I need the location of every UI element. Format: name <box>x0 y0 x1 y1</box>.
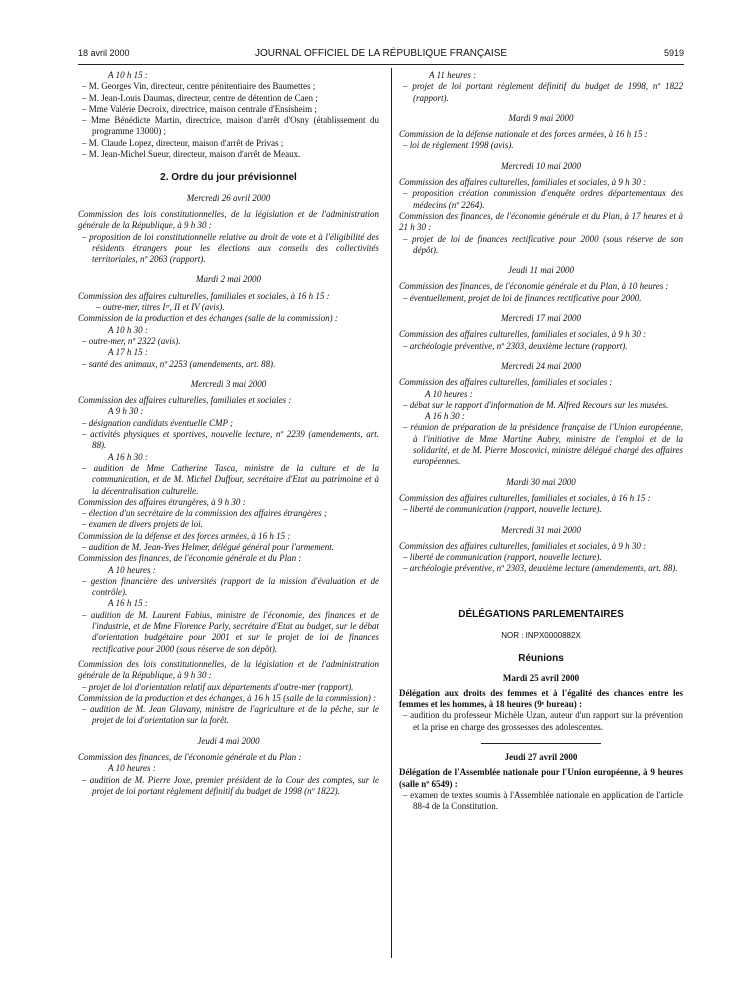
list-item: – archéologie préventive, nº 2303, deuxième lecture (amendements, art. 88). <box>403 563 678 574</box>
agenda-date: Jeudi 11 mai 2000 <box>507 265 575 276</box>
commission-line: Commission des finances, de l'économie générale et du Plan, à 17 heures et à 21 h 30 : <box>399 210 683 233</box>
page-header <box>78 48 684 62</box>
time-line: A 10 heures : <box>108 763 156 774</box>
list-item: – Mme Valérie Decroix, directrice, maison centrale d'Ensisheim ; <box>82 103 317 114</box>
list-item: – audition de M. Laurent Fabius, ministre de l'économie, des finances et de l'industrie, et de Mme Florence Parly, secrétaire d'Etat au budget, sur le débat d'orientation budgétaire pour 2001 et sur le projet de loi de finances rectificative pour 2000 (sous réserve de son dépôt). <box>82 609 379 654</box>
agenda-date: Mercredi 24 mai 2000 <box>500 360 582 371</box>
commission-line: Commission des finances, de l'économie générale et du Plan : <box>78 553 302 564</box>
time-line: A 11 heures : <box>429 70 477 80</box>
list-item: – débat sur le rapport d'information de M. Alfred Recours sur les musées. <box>403 399 669 410</box>
time-line: A 10 h 15 : <box>108 70 148 80</box>
commission-line: Commission des finances, de l'économie générale et du Plan : <box>78 752 302 763</box>
nor-reference: NOR : INPX0000882X <box>501 630 581 640</box>
commission-line: Commission des affaires culturelles, familiales et sociales, à 16 h 15 : <box>399 492 651 503</box>
agenda-date: Mardi 9 mai 2000 <box>508 112 574 123</box>
list-item: – audition du professeur Michèle Uzan, auteur d'un rapport sur la prévention et la prise en charge des grossesses des adolescentes. <box>403 710 683 732</box>
list-item: – outre-mer, titres Iᵉʳ, II et IV (avis). <box>96 302 225 313</box>
list-item: – audition de M. Pierre Joxe, premier président de la Cour des comptes, sur le projet de loi portant règlement définitif du budget de 1998 (nº 1822). <box>82 774 379 796</box>
list-item: – outre-mer, nº 2322 (avis). <box>82 335 181 346</box>
commission-line: Commission des affaires culturelles, familiales et sociales, à 9 h 30 : <box>399 329 647 340</box>
list-item: – proposition création commission d'enquête ordres départementaux des médecins (nº 2264). <box>403 188 683 210</box>
list-item: – archéologie préventive, nº 2303, deuxième lecture (rapport). <box>403 340 628 351</box>
list-item: – M. Claude Lopez, directeur, maison d'arrêt de Privas ; <box>82 137 284 148</box>
commission-line: Commission des affaires culturelles, familiales et sociales, à 9 h 30 : <box>399 540 647 551</box>
commission-line: Commission des affaires culturelles, familiales et sociales, à 9 h 30 : <box>399 177 647 188</box>
agenda-date: Mardi 30 mai 2000 <box>506 476 576 487</box>
list-item: – projet de loi portant règlement définitif du budget de 1998, nº 1822 (rapport). <box>403 81 683 103</box>
list-item: – loi de règlement 1998 (avis). <box>403 140 514 151</box>
delegation-line: Délégation aux droits des femmes et à l'égalité des chances entre les femmes et les hommes, à 18 heures (9ᵉ bureau) : <box>399 687 683 710</box>
list-item: – projet de loi de finances rectificative pour 2000 (sous réserve de son dépôt). <box>403 233 683 255</box>
commission-line: Commission de la production et des échanges, à 16 h 15 (salle de la commission) : <box>78 692 377 703</box>
agenda-date: Mercredi 3 mai 2000 <box>190 378 267 389</box>
list-item: – santé des animaux, nº 2253 (amendements, art. 88). <box>82 358 276 369</box>
list-item: – examen de divers projets de loi. <box>82 519 203 530</box>
separator-rule <box>481 743 601 744</box>
column-divider <box>391 68 392 958</box>
list-item: – M. Georges Vin, directeur, centre pénitentiaire des Baumettes ; <box>82 81 316 92</box>
list-item: – élection d'un secrétaire de la commission des affaires étrangères ; <box>82 508 327 519</box>
right-column <box>399 70 683 813</box>
agenda-date: Mercredi 26 avril 2000 <box>186 192 271 203</box>
time-line: A 17 h 15 : <box>108 347 148 358</box>
list-item: – audition de M. Jean-Yves Helmer, délégué général pour l'armement. <box>82 541 335 552</box>
page-number: 5919 <box>663 48 684 58</box>
list-item: – désignation candidats éventuelle CMP ; <box>82 417 234 428</box>
agenda-date: Jeudi 4 mai 2000 <box>197 735 260 746</box>
list-item: – réunion de préparation de la présidence française de l'Union européenne, à l'initiative de Mme Martine Aubry, ministre de l'emploi et de la solidarité, et de M. Pierre Moscovici, ministre délégué chargé des affaires européennes. <box>403 422 683 467</box>
list-item: – projet de loi d'orientation relatif aux départements d'outre-mer (rapport). <box>82 681 354 692</box>
agenda-date: Mercredi 10 mai 2000 <box>500 160 582 171</box>
list-item: – activités physiques et sportives, nouvelle lecture, nº 2239 (amendements, art. 88). <box>82 429 379 451</box>
left-column <box>78 70 379 797</box>
commission-line: Commission de la production et des échanges (salle de la commission) : <box>78 313 338 324</box>
time-line: A 10 h 30 : <box>108 324 148 335</box>
commission-line: Commission de la défense nationale et des forces armées, à 16 h 15 : <box>399 129 648 140</box>
list-item: – audition de Mme Catherine Tasca, ministre de la culture et de la communication, et de M. Michel Duffour, secrétaire d'Etat au patrimoine et à la décentralisation culturelle. <box>82 462 379 496</box>
delegation-line: Délégation de l'Assemblée nationale pour l'Union européenne, à 9 heures (salle nº 6549) : <box>399 767 683 789</box>
time-line: A 10 heures : <box>108 564 156 575</box>
agenda-date: Mercredi 31 mai 2000 <box>500 524 582 535</box>
list-item: – M. Jean-Michel Sueur, directeur, maison d'arrêt de Meaux. <box>82 149 301 160</box>
time-line: A 10 heures : <box>425 388 473 399</box>
meetings-heading: Réunions <box>518 653 564 665</box>
commission-line: Commission des lois constitutionnelles, de la législation et de l'administration générale de la République, à 9 h 30 : <box>78 208 379 231</box>
time-line: A 16 h 30 : <box>425 411 465 422</box>
time-line: A 16 h 15 : <box>108 598 148 609</box>
time-line: A 9 h 30 : <box>108 406 144 417</box>
commission-line: Commission des affaires étrangères, à 9 h 30 : <box>78 496 246 507</box>
commission-line: Commission des affaires culturelles, familiales et sociales : <box>78 395 292 406</box>
commission-line: Commission des affaires culturelles, familiales et sociales : <box>399 377 613 388</box>
commission-line: Commission des affaires culturelles, familiales et sociales, à 16 h 15 : <box>78 290 330 301</box>
commission-line: Commission des lois constitutionnelles, de la législation et de l'administration générale de la République, à 9 h 30 : <box>78 658 379 681</box>
delegations-heading: DÉLÉGATIONS PARLEMENTAIRES <box>458 608 624 620</box>
section-title: 2. Ordre du jour prévisionnel <box>160 172 297 184</box>
list-item: – proposition de loi constitutionnelle relative au droit de vote et à l'éligibilité des résidents étrangers pour les élections aux conseils des collectivités territoriales, nº 2063 (rapport). <box>82 231 379 265</box>
header-date: 18 avril 2000 <box>78 48 130 58</box>
agenda-date: Mardi 2 mai 2000 <box>196 274 261 285</box>
header-title: JOURNAL OFFICIEL DE LA RÉPUBLIQUE FRANÇAISE <box>254 48 508 59</box>
list-item: – M. Jean-Louis Daumas, directeur, centre de détention de Caen ; <box>82 92 318 103</box>
list-item: – Mme Bénédicte Martin, directrice, maison d'arrêt d'Osny (établissement du programme 13000) ; <box>82 115 379 137</box>
list-item: – liberté de communication (rapport, nouvelle lecture). <box>403 552 602 563</box>
time-line: A 16 h 30 : <box>108 451 148 462</box>
list-item: – liberté de communication (rapport, nouvelle lecture). <box>403 504 602 515</box>
list-item: – examen de textes soumis à l'Assemblée nationale en application de l'article 88-4 de la Constitution. <box>403 789 683 812</box>
meeting-date: Mardi 25 avril 2000 <box>502 672 580 683</box>
list-item: – gestion financière des universités (rapport de la mission d'évaluation et de contrôle). <box>82 575 379 598</box>
list-item: – audition de M. Jean Glavany, ministre de l'agriculture et de la pêche, sur le projet de loi d'orientation sur la forêt. <box>82 704 379 726</box>
commission-line: Commission des finances, de l'économie générale et du Plan, à 10 heures : <box>399 281 669 292</box>
header-rule <box>78 64 684 65</box>
meeting-date: Jeudi 27 avril 2000 <box>504 752 578 763</box>
agenda-date: Mercredi 17 mai 2000 <box>500 313 582 324</box>
list-item: – éventuellement, projet de loi de finances rectificative pour 2000. <box>403 292 642 303</box>
commission-line: Commission de la défense et des forces armées, à 16 h 15 : <box>78 530 291 541</box>
